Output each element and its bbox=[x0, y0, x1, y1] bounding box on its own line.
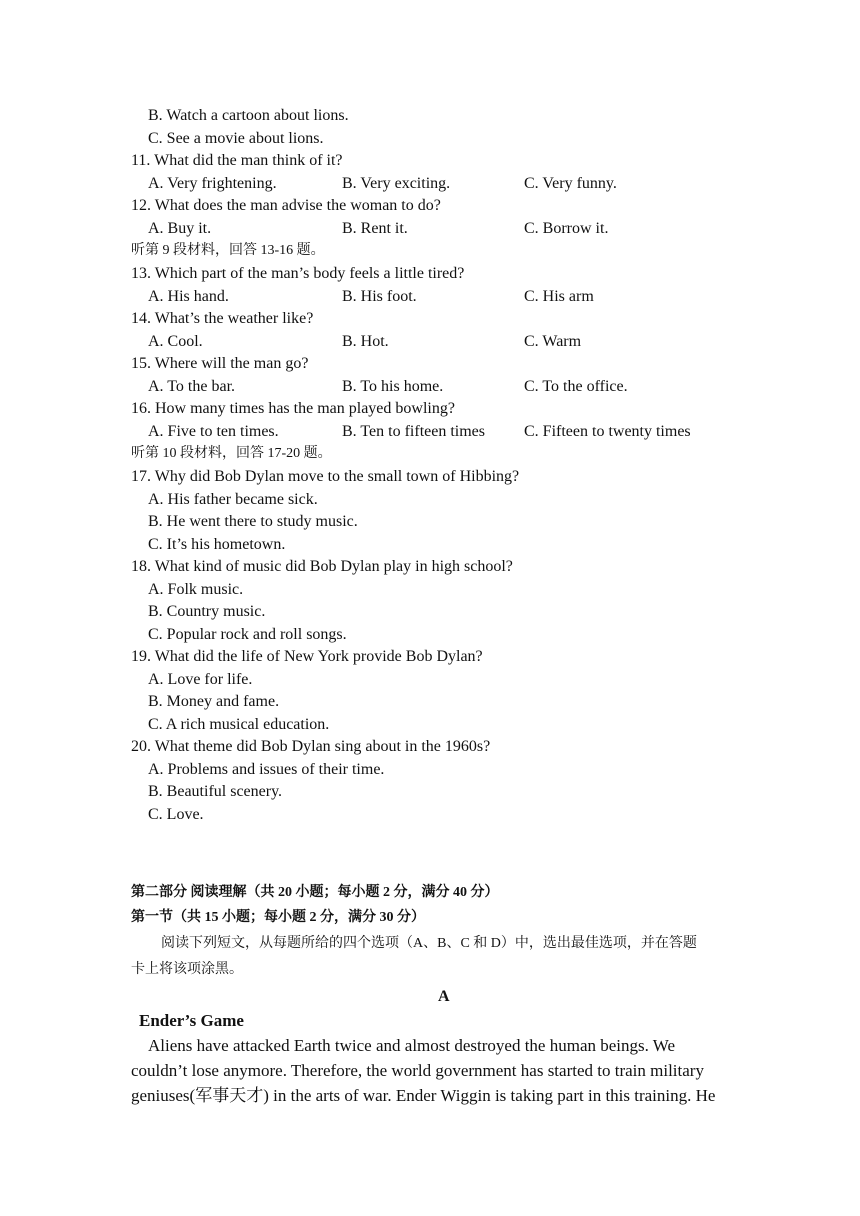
q11-option-c: C. Very funny. bbox=[524, 175, 617, 192]
q15-option-c: C. To the office. bbox=[524, 378, 628, 395]
passage-line-2: couldn’t lose anymore. Therefore, the world government has started to train military bbox=[131, 1061, 704, 1080]
q12-option-b: B. Rent it. bbox=[342, 220, 408, 237]
q11-question: 11. What did the man think of it? bbox=[131, 152, 343, 169]
q12-option-a: A. Buy it. bbox=[148, 220, 212, 237]
instructions-line-1: 阅读下列短文，从每题所给的四个选项（A、B、C 和 D）中，选出最佳选项，并在答题 bbox=[161, 936, 697, 951]
q13-option-b: B. His foot. bbox=[342, 288, 417, 305]
section-9-instruction: 听第 9 段材料，回答 13-16 题。 bbox=[131, 243, 325, 258]
q14-option-a: A. Cool. bbox=[148, 333, 203, 350]
q16-question: 16. How many times has the man played bowling? bbox=[131, 400, 455, 417]
q11-option-b: B. Very exciting. bbox=[342, 175, 451, 192]
q15-option-a: A. To the bar. bbox=[148, 378, 236, 395]
q19-option-b: B. Money and fame. bbox=[148, 693, 280, 710]
q15-question: 15. Where will the man go? bbox=[131, 355, 309, 372]
section-one-title: 第一节（共 15 小题；每小题 2 分，满分 30 分） bbox=[131, 910, 425, 925]
q18-question: 18. What kind of music did Bob Dylan play in high school? bbox=[131, 558, 513, 575]
q18-option-b: B. Country music. bbox=[148, 603, 266, 620]
q15-option-b: B. To his home. bbox=[342, 378, 444, 395]
q20-option-b: B. Beautiful scenery. bbox=[148, 783, 283, 800]
q14-question: 14. What’s the weather like? bbox=[131, 310, 314, 327]
q13-option-a: A. His hand. bbox=[148, 288, 229, 305]
q17-option-c: C. It’s his hometown. bbox=[148, 536, 286, 553]
q17-option-a: A. His father became sick. bbox=[148, 491, 318, 508]
q20-option-a: A. Problems and issues of their time. bbox=[148, 761, 385, 778]
passage-letter: A bbox=[438, 988, 450, 1005]
q16-option-a: A. Five to ten times. bbox=[148, 423, 279, 440]
q11-option-a: A. Very frightening. bbox=[148, 175, 277, 192]
q13-option-c: C. His arm bbox=[524, 288, 594, 305]
q12-question: 12. What does the man advise the woman to do? bbox=[131, 197, 441, 214]
q19-option-a: A. Love for life. bbox=[148, 671, 253, 688]
instructions-line-2: 卡上将该项涂黑。 bbox=[131, 962, 243, 977]
q12-option-c: C. Borrow it. bbox=[524, 220, 609, 237]
q10-option-b: B. Watch a cartoon about lions. bbox=[148, 107, 349, 124]
q10-option-c: C. See a movie about lions. bbox=[148, 130, 324, 147]
q19-option-c: C. A rich musical education. bbox=[148, 716, 330, 733]
q17-question: 17. Why did Bob Dylan move to the small town of Hibbing? bbox=[131, 468, 520, 485]
q16-option-c: C. Fifteen to twenty times bbox=[524, 423, 691, 440]
passage-line-1: Aliens have attacked Earth twice and almost destroyed the human beings. We bbox=[148, 1036, 676, 1055]
q14-option-b: B. Hot. bbox=[342, 333, 389, 350]
q14-option-c: C. Warm bbox=[524, 333, 582, 350]
q13-question: 13. Which part of the man’s body feels a little tired? bbox=[131, 265, 465, 282]
part-two-title: 第二部分 阅读理解（共 20 小题；每小题 2 分，满分 40 分） bbox=[131, 885, 499, 900]
q16-option-b: B. Ten to fifteen times bbox=[342, 423, 485, 440]
section-10-instruction: 听第 10 段材料，回答 17-20 题。 bbox=[131, 446, 332, 461]
passage-line-3: geniuses(军事天才) in the arts of war. Ender Wiggin is taking part in this training. He bbox=[131, 1086, 716, 1105]
q18-option-a: A. Folk music. bbox=[148, 581, 244, 598]
q19-question: 19. What did the life of New York provide Bob Dylan? bbox=[131, 648, 483, 665]
passage-title: Ender’s Game bbox=[139, 1011, 244, 1030]
q20-question: 20. What theme did Bob Dylan sing about in the 1960s? bbox=[131, 738, 491, 755]
q18-option-c: C. Popular rock and roll songs. bbox=[148, 626, 347, 643]
q17-option-b: B. He went there to study music. bbox=[148, 513, 358, 530]
q20-option-c: C. Love. bbox=[148, 806, 204, 823]
